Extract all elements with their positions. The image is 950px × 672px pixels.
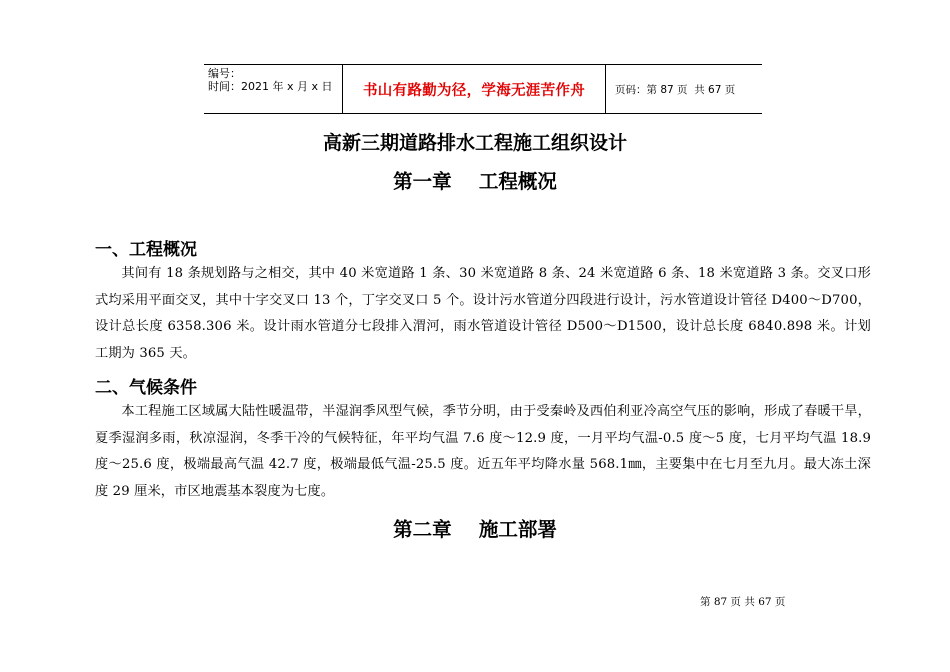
page-footer: 第 87 页 共 67 页	[700, 596, 786, 608]
page-header	[204, 64, 762, 114]
section-1-paragraph: 其间有 18 条规划路与之相交，其中 40 米宽道路 1 条、30 米宽道路 8 条、24 米宽道路 6 条、18 米宽道路 3 条。交叉口形式均采用平面交叉，其中十字交叉口 13 个，丁字交叉口 5 个。设计污水管道分四段进行设计，污水管道设计管径 D400～D700，设计总长度 6358.306 米。设计雨水管道分七段排入渭河，雨水管道设计管径 D500～D1500，设计总长度 6840.898 米。计划工期为 365 天。	[95, 266, 871, 361]
section-2-heading: 二、气候条件	[95, 378, 197, 398]
header-page-info: 页码：第 87 页 共 67 页	[615, 83, 736, 96]
section-2-paragraph: 本工程施工区域属大陆性暖温带，半湿润季风型气候，季节分明，由于受秦岭及西伯利亚冷高空气压的影响，形成了春暖干旱，夏季湿润多雨，秋凉湿润，冬季干冷的气候特征，年平均气温 7.6 度～12.9 度，一月平均气温-0.5 度～5 度，七月平均气温 18.9 度～25.6 度，极端最高气温 42.7 度，极端最低气温-25.5 度。近五年平均降水量 568.1㎜，主要集中在七月至九月。最大冻土深度 29 厘米，市区地震基本裂度为七度。	[95, 404, 871, 499]
document-title: 高新三期道路排水工程施工组织设计	[322, 132, 627, 154]
header-motto: 书山有路勤为径，学海无涯苦作舟	[343, 65, 606, 113]
header-meta	[204, 65, 343, 113]
section-1-heading: 一、工程概况	[95, 240, 197, 260]
chapter-1-heading: 第一章 工程概况	[393, 170, 557, 193]
document-date: 时间：2021 年 x 月 x 日	[208, 80, 333, 93]
document-number-label: 编号：	[208, 67, 241, 80]
chapter-2-heading: 第二章 施工部署	[393, 518, 557, 541]
